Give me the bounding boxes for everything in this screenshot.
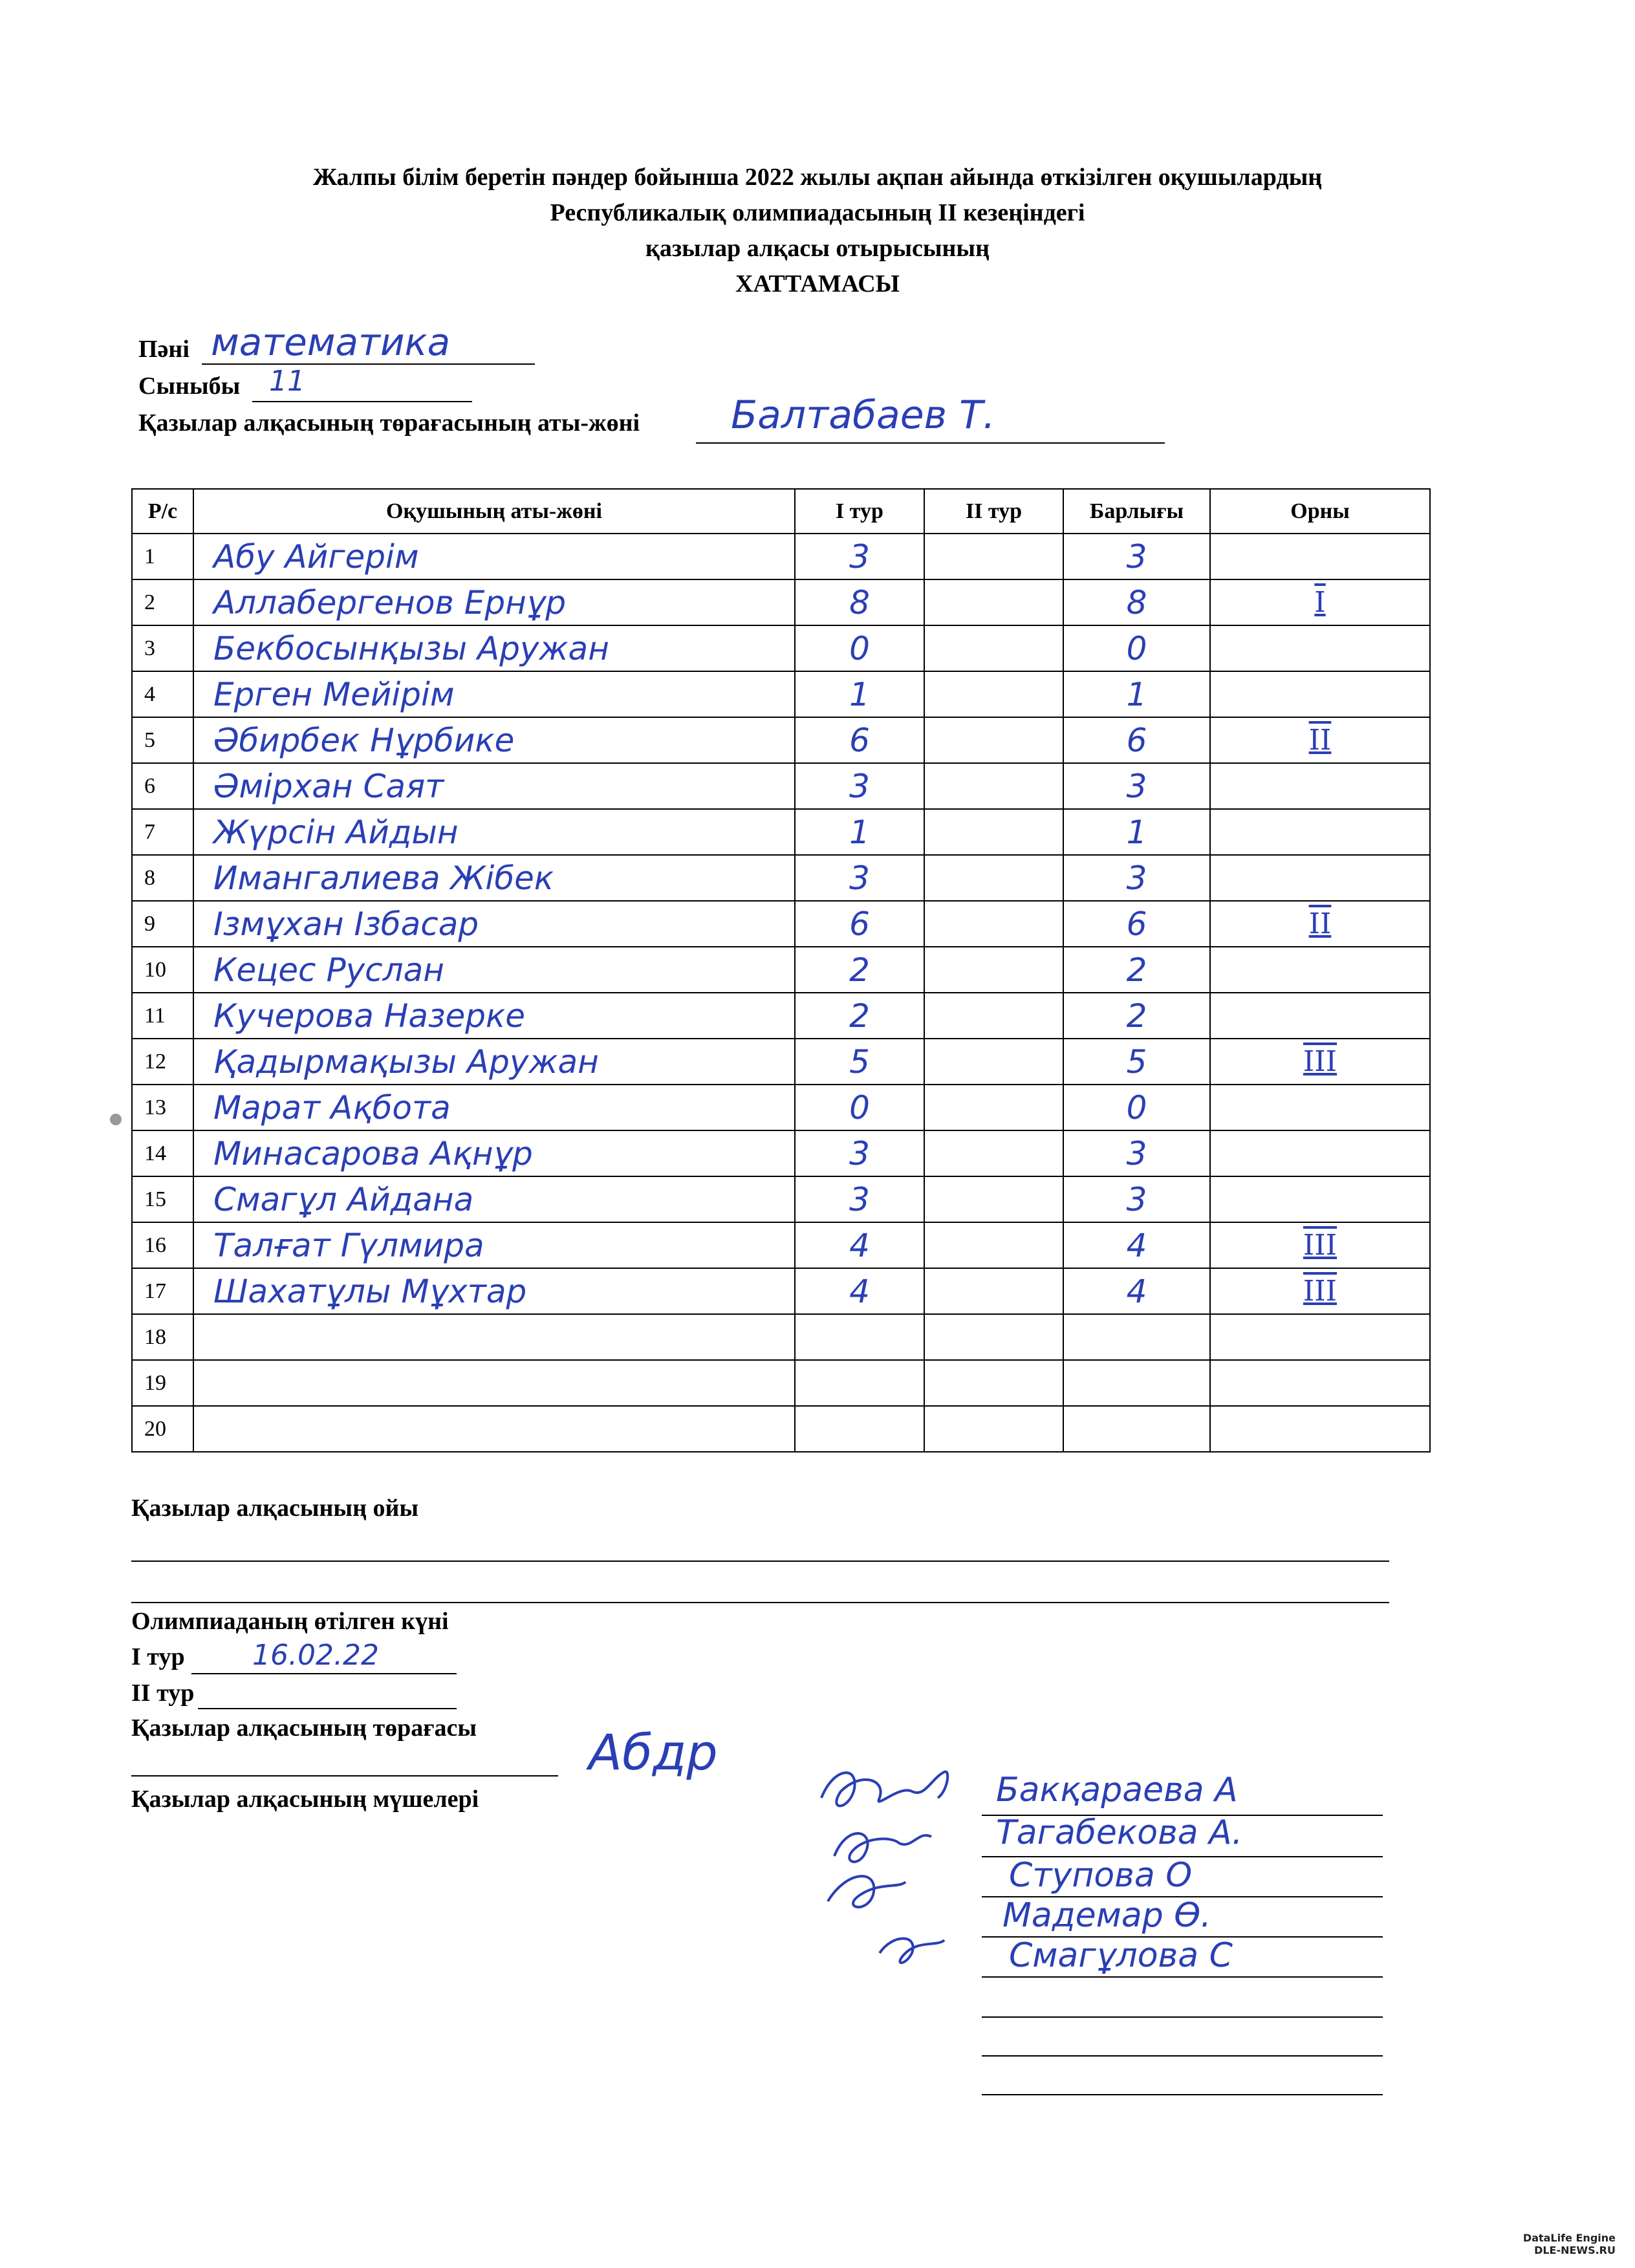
place-cell — [1210, 1360, 1430, 1406]
student-name-cell — [193, 809, 795, 855]
row-number: 10 — [144, 957, 166, 982]
tour1-score: 6 — [849, 721, 870, 759]
row-number-cell — [132, 1268, 193, 1314]
row-number-cell — [132, 855, 193, 901]
table-row — [132, 809, 1430, 855]
row-number-cell — [132, 717, 193, 763]
total-score-cell — [1063, 1268, 1210, 1314]
tour1-score-cell — [795, 1222, 924, 1268]
tour2-score-cell — [924, 625, 1063, 671]
place-cell — [1210, 1085, 1430, 1130]
student-name-cell — [193, 1085, 795, 1130]
watermark — [1523, 2232, 1616, 2256]
tour1-score: 1 — [849, 813, 870, 851]
row-number: 17 — [144, 1279, 166, 1303]
tour2-score-cell — [924, 717, 1063, 763]
total-score-cell — [1063, 671, 1210, 717]
tour2-score-cell — [924, 947, 1063, 993]
table-row — [132, 1406, 1430, 1452]
tour1-score-cell — [795, 993, 924, 1039]
member-name-1: Бакқараева А — [996, 1771, 1238, 1809]
student-name-cell — [193, 717, 795, 763]
tour1-line — [191, 1673, 457, 1674]
total-score-cell — [1063, 763, 1210, 809]
total-score-cell — [1063, 947, 1210, 993]
row-number-cell — [132, 901, 193, 947]
tour2-line — [198, 1708, 457, 1709]
chair-label: Қазылар алқасының төрағасы — [131, 1714, 477, 1742]
place-cell — [1210, 671, 1430, 717]
table-row — [132, 717, 1430, 763]
row-number: 14 — [144, 1141, 166, 1165]
tour1-label: I тур — [131, 1643, 185, 1670]
opinion-line-1 — [131, 1561, 1389, 1562]
tour2-label: II тур — [131, 1679, 195, 1707]
row-number: 2 — [144, 590, 155, 614]
place-cell — [1210, 763, 1430, 809]
row-number: 4 — [144, 682, 155, 706]
student-name: Абу Айгерім — [213, 537, 419, 576]
table-row — [132, 1360, 1430, 1406]
subject-label: Пәні — [138, 336, 189, 363]
tour1-date-value: 16.02.22 — [252, 1639, 379, 1672]
tour1-score: 1 — [849, 675, 870, 713]
row-number-cell — [132, 1222, 193, 1268]
header-line-2: Республикалық олимпиадасының II кезеңіндегі — [550, 199, 1085, 226]
tour2-score-cell — [924, 534, 1063, 579]
total-score: 3 — [1126, 767, 1147, 805]
student-name-cell — [193, 1406, 795, 1452]
row-number-cell — [132, 1176, 193, 1222]
tour2-score-cell — [924, 901, 1063, 947]
chair-name-label: Қазылар алқасының төрағасының аты-жөні — [138, 409, 640, 437]
tour1-score: 2 — [849, 951, 870, 989]
tour1-score-cell — [795, 1406, 924, 1452]
total-score-cell — [1063, 855, 1210, 901]
table-row — [132, 1314, 1430, 1360]
tour1-score-cell — [795, 1176, 924, 1222]
col-header-name: Оқушының аты-жөні — [193, 489, 795, 534]
total-score: 6 — [1126, 905, 1147, 943]
student-name: Ізмұхан Ізбасар — [213, 905, 479, 943]
place-cell — [1210, 947, 1430, 993]
row-number: 3 — [144, 636, 155, 660]
row-number-cell — [132, 1360, 193, 1406]
student-name-cell — [193, 625, 795, 671]
student-name-cell — [193, 855, 795, 901]
place-cell — [1210, 625, 1430, 671]
student-name: Талғат Гүлмира — [213, 1226, 484, 1264]
header-line-3: қазылар алқасы отырысының — [645, 235, 990, 262]
student-name — [194, 1410, 213, 1448]
chair-signature: Абдр — [589, 1723, 718, 1781]
row-number: 18 — [144, 1324, 166, 1349]
table-row — [132, 579, 1430, 625]
place-cell — [1210, 809, 1430, 855]
tour2-score-cell — [924, 1085, 1063, 1130]
tour2-score-cell — [924, 1268, 1063, 1314]
student-name: Минасарова Ақнұр — [213, 1134, 533, 1172]
grade-label: Сыныбы — [138, 373, 241, 400]
student-name: Жүрсін Айдын — [213, 813, 459, 851]
student-name: Смагұл Айдана — [213, 1180, 474, 1218]
total-score-cell — [1063, 579, 1210, 625]
subject-value: математика — [211, 320, 451, 364]
document-title: ХАТТАМАСЫ — [735, 270, 900, 297]
table-row — [132, 1268, 1430, 1314]
student-name-cell — [193, 1268, 795, 1314]
member-name-5: Смагұлова С — [1009, 1936, 1233, 1975]
total-score: 3 — [1126, 1180, 1147, 1218]
place-cell — [1210, 1222, 1430, 1268]
row-number: 13 — [144, 1095, 166, 1119]
tour1-score-cell — [795, 1085, 924, 1130]
row-number: 15 — [144, 1187, 166, 1211]
opinion-line-2 — [131, 1602, 1389, 1603]
tour2-score-cell — [924, 809, 1063, 855]
student-name-cell — [193, 579, 795, 625]
row-number-cell — [132, 809, 193, 855]
col-header-tour1: I тур — [795, 489, 924, 534]
date-label: Олимпиаданың өтілген күні — [131, 1608, 449, 1635]
student-name-cell — [193, 534, 795, 579]
row-number: 11 — [144, 1003, 166, 1028]
row-number: 20 — [144, 1416, 166, 1441]
total-score: 5 — [1126, 1042, 1147, 1081]
tour1-score: 0 — [849, 1088, 870, 1127]
student-name-cell — [193, 1314, 795, 1360]
total-score: 8 — [1126, 583, 1147, 621]
member-line-7 — [982, 2055, 1383, 2057]
student-name: Марат Ақбота — [213, 1088, 451, 1127]
table-row — [132, 1039, 1430, 1085]
total-score-cell — [1063, 1314, 1210, 1360]
tour1-score: 3 — [849, 537, 870, 576]
place-cell — [1210, 901, 1430, 947]
total-score-cell — [1063, 1130, 1210, 1176]
place-cell — [1210, 1268, 1430, 1314]
student-name — [194, 1319, 213, 1356]
total-score-cell — [1063, 1176, 1210, 1222]
student-name: Қадырмақызы Аружан — [213, 1042, 599, 1081]
tour2-score-cell — [924, 993, 1063, 1039]
col-header-number: Р/с — [132, 489, 193, 534]
tour1-score-cell — [795, 1360, 924, 1406]
row-number-cell — [132, 1085, 193, 1130]
place-cell — [1210, 534, 1430, 579]
row-number-cell — [132, 1039, 193, 1085]
member-name-3: Ступова О — [1009, 1856, 1193, 1895]
tour1-score-cell — [795, 671, 924, 717]
tour2-score-cell — [924, 579, 1063, 625]
place-cell — [1210, 1039, 1430, 1085]
table-row — [132, 671, 1430, 717]
member-line-5 — [982, 1976, 1383, 1978]
chair-name-line — [696, 442, 1165, 444]
total-score-cell — [1063, 534, 1210, 579]
col-header-tour2: II тур — [924, 489, 1063, 534]
total-score-cell — [1063, 1360, 1210, 1406]
chair-signature-line — [131, 1775, 558, 1777]
student-name: Ерген Мейірім — [213, 675, 455, 713]
total-score-cell — [1063, 901, 1210, 947]
tour1-score-cell — [795, 763, 924, 809]
total-score-cell — [1063, 625, 1210, 671]
table-row — [132, 1130, 1430, 1176]
row-number: 5 — [144, 728, 155, 752]
student-name-cell — [193, 993, 795, 1039]
tour1-score: 5 — [849, 1042, 870, 1081]
tour1-score: 3 — [849, 1180, 870, 1218]
tour1-score: 6 — [849, 905, 870, 943]
student-name-cell — [193, 1130, 795, 1176]
total-score: 6 — [1126, 721, 1147, 759]
tour1-score-cell — [795, 1268, 924, 1314]
grade-line — [252, 401, 472, 402]
student-name-cell — [193, 1222, 795, 1268]
total-score-cell — [1063, 1222, 1210, 1268]
tour1-score: 0 — [849, 629, 870, 667]
table-row — [132, 1085, 1430, 1130]
tour1-score: 3 — [849, 1134, 870, 1172]
total-score: 4 — [1126, 1272, 1147, 1310]
total-score: 2 — [1126, 951, 1147, 989]
table-row — [132, 993, 1430, 1039]
tour2-score-cell — [924, 1130, 1063, 1176]
row-number: 7 — [144, 819, 155, 844]
tour2-score-cell — [924, 1406, 1063, 1452]
row-number: 16 — [144, 1233, 166, 1257]
total-score: 3 — [1126, 859, 1147, 897]
student-name — [194, 1365, 213, 1402]
student-name: Бекбосынқызы Аружан — [213, 629, 609, 667]
place-cell — [1210, 1130, 1430, 1176]
row-number: 8 — [144, 865, 155, 890]
row-number-cell — [132, 1130, 193, 1176]
total-score-cell — [1063, 717, 1210, 763]
tour1-score-cell — [795, 1314, 924, 1360]
tour1-score-cell — [795, 534, 924, 579]
row-number: 6 — [144, 773, 155, 798]
total-score: 0 — [1126, 1088, 1147, 1127]
watermark-line-2: DLE-NEWS.RU — [1534, 2243, 1616, 2256]
col-header-total: Барлығы — [1063, 489, 1210, 534]
member-name-4: Мадемар Ө. — [1002, 1896, 1211, 1935]
student-name: Әмірхан Саят — [213, 767, 444, 805]
member-line-8 — [982, 2094, 1383, 2095]
total-score-cell — [1063, 809, 1210, 855]
row-number: 12 — [144, 1049, 166, 1074]
place-cell — [1210, 579, 1430, 625]
student-name: Әбирбек Нұрбике — [213, 721, 515, 759]
total-score-cell — [1063, 1406, 1210, 1452]
member-name-2: Тагабекова А. — [996, 1813, 1243, 1852]
total-score: 4 — [1126, 1226, 1147, 1264]
punch-hole-mark — [110, 1114, 122, 1125]
student-name: Кецес Руслан — [213, 951, 444, 989]
place: I — [1314, 586, 1326, 619]
row-number-cell — [132, 579, 193, 625]
tour1-score: 3 — [849, 767, 870, 805]
tour1-score-cell — [795, 625, 924, 671]
table-row — [132, 901, 1430, 947]
student-name-cell — [193, 671, 795, 717]
table-row — [132, 1222, 1430, 1268]
place-cell — [1210, 717, 1430, 763]
total-score: 2 — [1126, 997, 1147, 1035]
total-score: 0 — [1126, 629, 1147, 667]
tour1-score-cell — [795, 1130, 924, 1176]
tour1-score-cell — [795, 947, 924, 993]
tour1-score: 2 — [849, 997, 870, 1035]
table-row — [132, 947, 1430, 993]
total-score: 3 — [1126, 537, 1147, 576]
place: III — [1303, 1275, 1337, 1308]
row-number-cell — [132, 625, 193, 671]
tour1-score-cell — [795, 901, 924, 947]
tour1-score-cell — [795, 579, 924, 625]
total-score: 1 — [1126, 813, 1147, 851]
table-header-row — [132, 489, 1430, 534]
total-score-cell — [1063, 1039, 1210, 1085]
place: II — [1308, 724, 1332, 757]
results-table — [131, 488, 1431, 1453]
tour1-score-cell — [795, 717, 924, 763]
place-cell — [1210, 1314, 1430, 1360]
student-name: Шахатұлы Мұхтар — [213, 1272, 527, 1310]
tour2-score-cell — [924, 1222, 1063, 1268]
student-name-cell — [193, 901, 795, 947]
watermark-line-1: DataLife Engine — [1522, 2231, 1616, 2244]
place-cell — [1210, 855, 1430, 901]
student-name-cell — [193, 1039, 795, 1085]
row-number-cell — [132, 763, 193, 809]
row-number-cell — [132, 993, 193, 1039]
members-label: Қазылар алқасының мүшелері — [131, 1786, 479, 1813]
place: II — [1308, 907, 1332, 940]
tour2-score-cell — [924, 1039, 1063, 1085]
tour2-score-cell — [924, 763, 1063, 809]
row-number-cell — [132, 1314, 193, 1360]
student-name: Имангалиева Жібек — [213, 859, 554, 897]
student-name-cell — [193, 1360, 795, 1406]
place: III — [1303, 1229, 1337, 1262]
total-score-cell — [1063, 1085, 1210, 1130]
row-number-cell — [132, 1406, 193, 1452]
table-row — [132, 855, 1430, 901]
place: III — [1303, 1045, 1337, 1078]
row-number-cell — [132, 947, 193, 993]
row-number: 1 — [144, 544, 155, 568]
student-name-cell — [193, 947, 795, 993]
tour1-score-cell — [795, 855, 924, 901]
tour1-score: 4 — [849, 1226, 870, 1264]
table-row — [132, 534, 1430, 579]
table-row — [132, 763, 1430, 809]
col-header-place: Орны — [1210, 489, 1430, 534]
total-score: 3 — [1126, 1134, 1147, 1172]
place-cell — [1210, 1176, 1430, 1222]
tour1-score-cell — [795, 1039, 924, 1085]
row-number: 9 — [144, 911, 155, 936]
row-number-cell — [132, 534, 193, 579]
member-line-6 — [982, 2016, 1383, 2018]
row-number-cell — [132, 671, 193, 717]
header-line-1: Жалпы білім беретін пәндер бойынша 2022 жылы ақпан айында өткізілген оқушылардың — [312, 164, 1323, 191]
student-name: Кучерова Назерке — [213, 997, 526, 1035]
tour2-score-cell — [924, 855, 1063, 901]
tour1-score: 8 — [849, 583, 870, 621]
tour2-score-cell — [924, 1360, 1063, 1406]
grade-value: 11 — [269, 365, 305, 398]
opinion-label: Қазылар алқасының ойы — [131, 1495, 419, 1522]
tour1-score-cell — [795, 809, 924, 855]
total-score-cell — [1063, 993, 1210, 1039]
tour1-score: 4 — [849, 1272, 870, 1310]
student-name: Аллабергенов Ернұр — [213, 583, 567, 621]
member-signatures — [808, 1740, 1002, 1998]
table-row — [132, 1176, 1430, 1222]
total-score: 1 — [1126, 675, 1147, 713]
tour2-score-cell — [924, 1314, 1063, 1360]
chair-name-value: Балтабаев Т. — [731, 393, 995, 438]
tour1-score: 3 — [849, 859, 870, 897]
tour2-score-cell — [924, 671, 1063, 717]
table-row — [132, 625, 1430, 671]
row-number: 19 — [144, 1370, 166, 1395]
place-cell — [1210, 993, 1430, 1039]
tour2-score-cell — [924, 1176, 1063, 1222]
student-name-cell — [193, 1176, 795, 1222]
place-cell — [1210, 1406, 1430, 1452]
student-name-cell — [193, 763, 795, 809]
